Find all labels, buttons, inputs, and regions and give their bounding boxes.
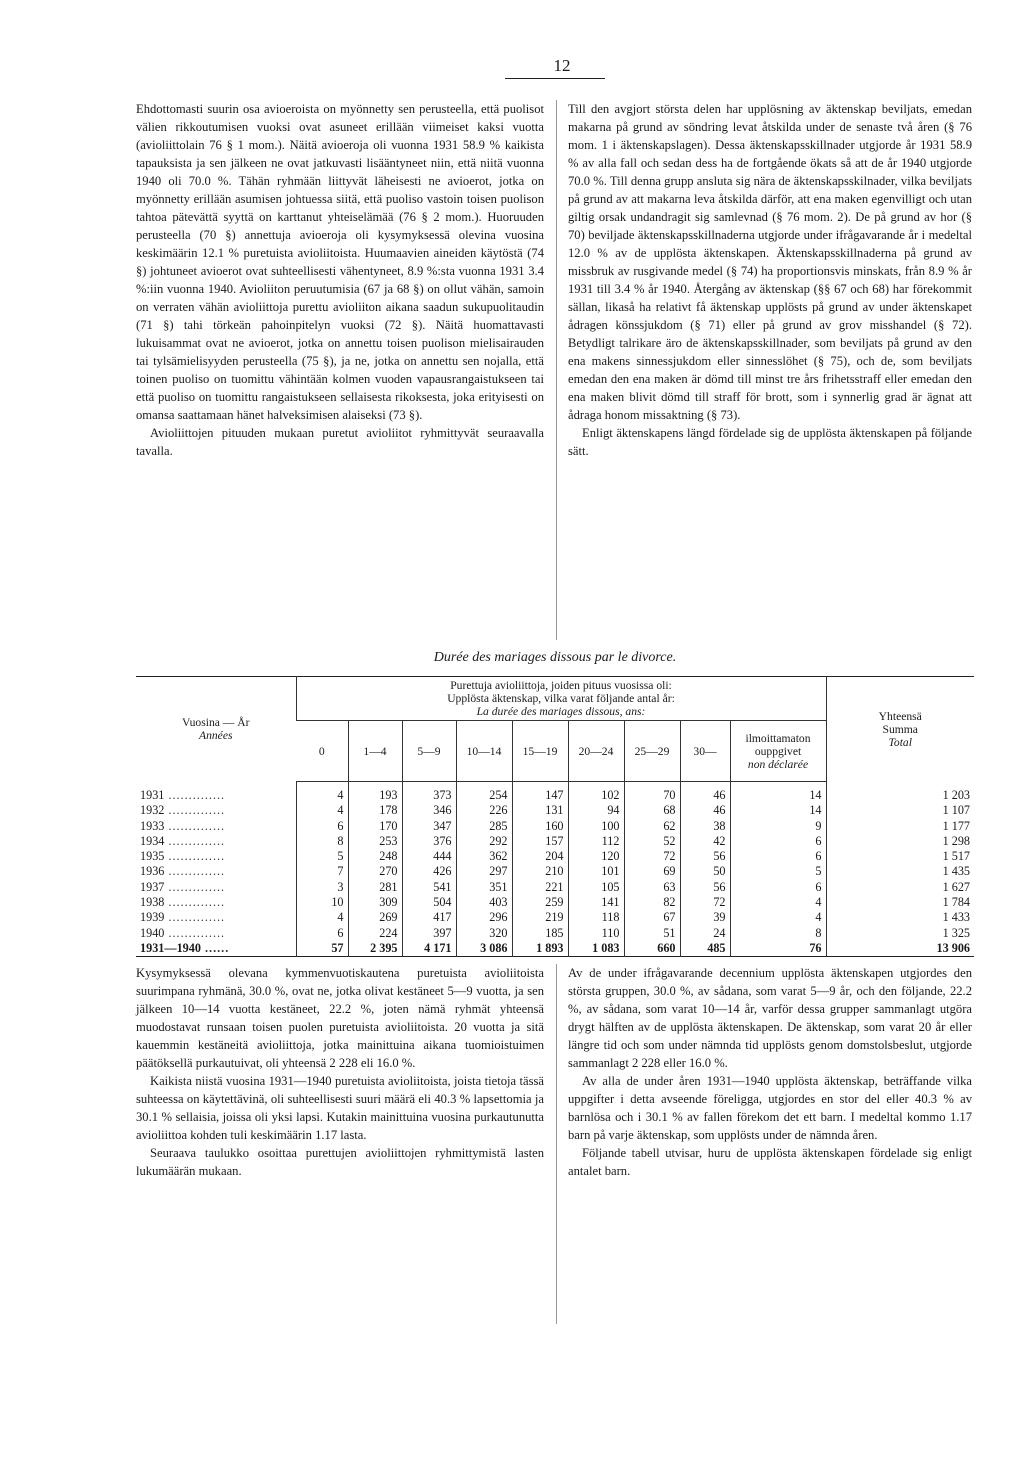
value-cell: 70 xyxy=(624,782,680,804)
col-header: 15—19 xyxy=(512,721,568,782)
value-cell: 5 xyxy=(296,849,348,864)
year-cell xyxy=(136,880,296,895)
duration-group-header: Purettuja avioliittoja, joiden pituus vuosissa oli: Upplösta äktenskap, vilka varat följande antal år: La durée des mariages dissous, ans: xyxy=(296,677,826,721)
value-cell: 541 xyxy=(402,880,456,895)
col-header: 30— xyxy=(680,721,730,782)
value-cell: 296 xyxy=(456,910,512,925)
value-cell: 110 xyxy=(568,926,624,941)
value-cell: 485 xyxy=(680,941,730,957)
leader-dots: .............. xyxy=(164,879,226,894)
value-cell: 39 xyxy=(680,910,730,925)
value-cell: 376 xyxy=(402,834,456,849)
finnish-text-top xyxy=(136,100,544,460)
value-cell: 141 xyxy=(568,895,624,910)
value-cell: 24 xyxy=(680,926,730,941)
value-cell: 131 xyxy=(512,803,568,818)
value-cell: 254 xyxy=(456,782,512,804)
leader-dots: .............. xyxy=(164,803,226,818)
table-row xyxy=(136,819,974,834)
unknown-header: ilmoittamaton ouppgivet non déclarée xyxy=(730,721,826,782)
leader-dots: .............. xyxy=(164,864,226,879)
value-cell: 170 xyxy=(348,819,402,834)
value-cell: 14 xyxy=(730,782,826,804)
col-header: 10—14 xyxy=(456,721,512,782)
year-cell xyxy=(136,849,296,864)
paragraph: Av de under ifrågavarande decennium upplösta äktenskapen utgjordes den största gruppen, 30.0 %, av sådana, som varat 5—9 år, och den följande, 22.2 %, av sådana, som varat 10—14 år, varför dessa grupper sammanlagt utgöra drygt hälften av de upplösta äktenskapen. De äktenskap, som varat 20 år eller längre tid och som under nämnda tid upplösts genom domstolsbeslut, utgjorde sammanlagt 2 228 eller 16.0 %. xyxy=(568,966,972,1070)
total-cell: 1 627 xyxy=(826,880,974,895)
value-cell: 269 xyxy=(348,910,402,925)
value-cell: 6 xyxy=(296,926,348,941)
page-number-rule xyxy=(505,78,605,79)
table-row xyxy=(136,849,974,864)
total-cell: 1 784 xyxy=(826,895,974,910)
year-label: 1931—1940 xyxy=(140,940,201,955)
year-cell xyxy=(136,910,296,925)
value-cell: 105 xyxy=(568,880,624,895)
value-cell: 147 xyxy=(512,782,568,804)
value-cell: 94 xyxy=(568,803,624,818)
leader-dots: .............. xyxy=(164,833,226,848)
value-cell: 221 xyxy=(512,880,568,895)
value-cell: 63 xyxy=(624,880,680,895)
table-row xyxy=(136,926,974,941)
value-cell: 6 xyxy=(730,849,826,864)
value-cell: 67 xyxy=(624,910,680,925)
value-cell: 6 xyxy=(730,880,826,895)
value-cell: 253 xyxy=(348,834,402,849)
value-cell: 292 xyxy=(456,834,512,849)
finnish-text-bottom xyxy=(136,964,544,1180)
leader-dots: .............. xyxy=(164,787,226,802)
value-cell: 259 xyxy=(512,895,568,910)
paragraph: Följande tabell utvisar, huru de upplösta äktenskapen fördelade sig enligt antalet barn. xyxy=(568,1146,972,1178)
table-row xyxy=(136,910,974,925)
total-cell: 1 433 xyxy=(826,910,974,925)
value-cell: 118 xyxy=(568,910,624,925)
year-cell xyxy=(136,895,296,910)
value-cell: 3 xyxy=(296,880,348,895)
value-cell: 9 xyxy=(730,819,826,834)
total-cell: 1 517 xyxy=(826,849,974,864)
total-cell: 1 325 xyxy=(826,926,974,941)
value-cell: 157 xyxy=(512,834,568,849)
value-cell: 46 xyxy=(680,782,730,804)
swedish-text-top xyxy=(568,100,972,460)
column-divider-bottom xyxy=(556,964,557,1324)
leader-dots: .............. xyxy=(164,818,226,833)
value-cell: 397 xyxy=(402,926,456,941)
value-cell: 72 xyxy=(680,895,730,910)
year-cell xyxy=(136,782,296,804)
value-cell: 8 xyxy=(730,926,826,941)
col-header: 20—24 xyxy=(568,721,624,782)
year-label: 1936 xyxy=(140,864,165,879)
value-cell: 2 395 xyxy=(348,941,402,957)
paragraph: Kaikista niistä vuosina 1931—1940 puretuista avioliitoista, joista tietoja tässä suhteessa on käytettävinä, oli suhteellisesti suuri määrä eli 40.3 % lapsettomia ja 30.1 % sellaisia, joissa oli yksi lapsi. Kutakin mainittuina vuosina purkautunutta avioliittoa kohden tuli keskimäärin 1.17 lasta. xyxy=(136,1074,544,1142)
table-row xyxy=(136,864,974,879)
value-cell: 56 xyxy=(680,880,730,895)
value-cell: 14 xyxy=(730,803,826,818)
col-header: 0 xyxy=(296,721,348,782)
paragraph: Ehdottomasti suurin osa avioeroista on myönnetty sen perusteella, että puolisot välien rikkoutumisen vuoksi ovat asuneet erillään viimeiset kaksi vuotta (avioliittolain 76 § 1 mom.). Näitä avioeroja oli vuonna 1931 58.9 % kaikista tapauksista ja sen jälkeen ne ovat jatkuvasti lisääntyneet niin, että niitä vuonna 1940 oli 70.0 %. Tähän ryhmään liittyvät läheisesti ne avioerot, jotka on myönnetty erillään asumisen johtuessa siitä, että puoliso vastoin toisen puolison tahtoa pätevättä syyttä on karttanut yhteiselämää (76 § 2 mom.). Huoruuden perusteella (70 §) annettuja avioeroja oli kysymyksessä olevina vuosina keskimäärin 12.1 % puretuista avioliitoista. Huumaavien aineiden käytöstä (74 §) johtuneet avioerot ovat suhteellisesti vähentyneet, 8.9 %:sta vuonna 1931 3.4 %:iin vuonna 1940. Avioliiton peruutumisia (67 ja 68 §) on ollut vähän, samoin on verraten vähän avioliittoja purettu avioliiton aikana saadun sukupuolitaudin (71 §) tahi törkeän pahoinpitelyn vuoksi (72 §). Näitä huomattavasti lukuisammat ovat ne avioerot, jotka on annettu toisen puolison mielisairauden tai tylsämielisyyden perusteella (75 §), ja ne, jotka on annettu sen nojalla, että toinen puoliso on tuomittu vähintään kolmen vuoden vapausrangaistukseen tai että puoliso on tuomittu rangaistukseen sellaisesta rikoksesta, joka erityisesti on omansa saattamaan hänet halveksimisen alaiseksi (73 §). xyxy=(136,102,544,422)
year-label: 1933 xyxy=(140,818,165,833)
col-header: 5—9 xyxy=(402,721,456,782)
value-cell: 504 xyxy=(402,895,456,910)
value-cell: 4 xyxy=(730,910,826,925)
value-cell: 102 xyxy=(568,782,624,804)
leader-dots: .............. xyxy=(164,895,226,910)
value-cell: 50 xyxy=(680,864,730,879)
value-cell: 42 xyxy=(680,834,730,849)
paragraph: Kysymyksessä olevana kymmenvuotiskautena puretuista avioliitoista suurimpana ryhmänä, 30.0 %, ovat ne, jotka olivat kestäneet 5—9 vuotta, ja sen jälkeen 10—14 vuotta kestäneet, 22.2 %, joten nämä ryhmät yhteensä muodostavat runsaan toisen puolen puretuista avioliitoista. 20 vuotta ja sitä kauemmin kestäneitä avioliittoja, jotka mainittuina aikana tuomioistuimen päätöksellä purkautuivat, oli yhteensä 2 228 eli 16.0 %. xyxy=(136,966,544,1070)
column-divider-top xyxy=(556,100,557,640)
year-cell xyxy=(136,926,296,941)
year-label: 1934 xyxy=(140,833,165,848)
year-label: 1938 xyxy=(140,895,165,910)
value-cell: 297 xyxy=(456,864,512,879)
page-number: 12 xyxy=(553,56,571,75)
leader-dots: .............. xyxy=(164,849,226,864)
value-cell: 444 xyxy=(402,849,456,864)
value-cell: 362 xyxy=(456,849,512,864)
value-cell: 120 xyxy=(568,849,624,864)
value-cell: 4 xyxy=(296,803,348,818)
value-cell: 204 xyxy=(512,849,568,864)
paragraph: Seuraava taulukko osoittaa purettujen avioliittojen ryhmittymistä lasten lukumäärän mukaan. xyxy=(136,1146,544,1178)
value-cell: 4 xyxy=(296,782,348,804)
paragraph: Avioliittojen pituuden mukaan puretut avioliitot ryhmittyvät seuraavalla tavalla. xyxy=(136,426,544,458)
value-cell: 100 xyxy=(568,819,624,834)
value-cell: 46 xyxy=(680,803,730,818)
total-cell: 1 107 xyxy=(826,803,974,818)
year-label: 1932 xyxy=(140,803,165,818)
value-cell: 1 893 xyxy=(512,941,568,957)
value-cell: 57 xyxy=(296,941,348,957)
swedish-text-bottom xyxy=(568,964,972,1180)
value-cell: 51 xyxy=(624,926,680,941)
year-label: 1937 xyxy=(140,879,165,894)
value-cell: 6 xyxy=(296,819,348,834)
total-cell: 1 435 xyxy=(826,864,974,879)
value-cell: 4 171 xyxy=(402,941,456,957)
table-title: Durée des mariages dissous par le divorce. xyxy=(433,650,677,665)
total-cell: 1 298 xyxy=(826,834,974,849)
table-total-row xyxy=(136,941,974,957)
value-cell: 10 xyxy=(296,895,348,910)
value-cell: 112 xyxy=(568,834,624,849)
value-cell: 178 xyxy=(348,803,402,818)
year-label: 1935 xyxy=(140,849,165,864)
year-cell xyxy=(136,819,296,834)
value-cell: 226 xyxy=(456,803,512,818)
value-cell: 6 xyxy=(730,834,826,849)
divorce-duration-table xyxy=(136,676,974,957)
value-cell: 4 xyxy=(296,910,348,925)
value-cell: 72 xyxy=(624,849,680,864)
value-cell: 219 xyxy=(512,910,568,925)
value-cell: 3 086 xyxy=(456,941,512,957)
year-label: 1939 xyxy=(140,910,165,925)
value-cell: 346 xyxy=(402,803,456,818)
table-row xyxy=(136,895,974,910)
value-cell: 76 xyxy=(730,941,826,957)
value-cell: 373 xyxy=(402,782,456,804)
paragraph: Enligt äktenskapens längd fördelade sig de upplösta äktenskapen på följande sätt. xyxy=(568,426,972,458)
value-cell: 660 xyxy=(624,941,680,957)
table-body xyxy=(136,782,974,957)
table-row xyxy=(136,834,974,849)
leader-dots: ...... xyxy=(200,940,230,955)
value-cell: 248 xyxy=(348,849,402,864)
value-cell: 52 xyxy=(624,834,680,849)
total-cell: 1 203 xyxy=(826,782,974,804)
year-label: 1931 xyxy=(140,787,165,802)
year-cell xyxy=(136,803,296,818)
value-cell: 56 xyxy=(680,849,730,864)
value-cell: 309 xyxy=(348,895,402,910)
year-cell xyxy=(136,864,296,879)
col-header: 25—29 xyxy=(624,721,680,782)
value-cell: 224 xyxy=(348,926,402,941)
value-cell: 426 xyxy=(402,864,456,879)
value-cell: 320 xyxy=(456,926,512,941)
value-cell: 351 xyxy=(456,880,512,895)
col-header: 1—4 xyxy=(348,721,402,782)
value-cell: 270 xyxy=(348,864,402,879)
value-cell: 101 xyxy=(568,864,624,879)
paragraph: Till den avgjort största delen har upplösning av äktenskap beviljats, emedan makarna på grund av söndring levat åtskilda under de senaste två åren (§ 76 mom. 1 i äktenskapslagen). Dessa äktenskapsskillnader utgjorde år 1931 58.9 % av alla fall och sedan dess ha de fortgående ökats så att de år 1940 utgjorde 70.0 %. Till denna grupp ansluta sig nära de äktenskapsskilnader, vilka beviljats på grund av att makarna leva åtskilda därför, att ena maken egenvilligt och utan giltig orsak undandragit sig samlevnad (§ 76 mom. 2). De på grund av hor (§ 70) beviljade äktenskapsskillnaderna utgjorde under ifrågavarande år i medeltal 12.0 % av de upplösta äktenskapen. Äktenskapsskillnaderna på grund av missbruk av rusgivande medel (§ 74) ha proportionsvis minskats, från 8.9 % år 1931 till 3.4 % år 1940. Återgång av äktenskap (§§ 67 och 68) har förekommit sällan, likaså ha relativt få äktenskap upplösts på grund av under äktenskapet ådragen könssjukdom (§ 71) eller på grund av grov misshandel (§ 72). Betydligt talrikare äro de äktenskapsskillnader, som beviljats på grund av den ena makens sinnessjukdom eller sinnesslöhet (§ 75), och de, som beviljats emedan den ena maken är dömd till minst tre års frihetsstraff eller emedan den ena maken blivit dömd till straff för brott, som i synnerlig grad är ägnat att ådraga honom missaktning (§ 73). xyxy=(568,102,972,422)
table-row xyxy=(136,782,974,804)
value-cell: 1 083 xyxy=(568,941,624,957)
year-label: 1940 xyxy=(140,925,165,940)
value-cell: 8 xyxy=(296,834,348,849)
value-cell: 38 xyxy=(680,819,730,834)
value-cell: 160 xyxy=(512,819,568,834)
value-cell: 193 xyxy=(348,782,402,804)
value-cell: 281 xyxy=(348,880,402,895)
table-row xyxy=(136,880,974,895)
leader-dots: .............. xyxy=(164,910,226,925)
total-cell: 1 177 xyxy=(826,819,974,834)
year-cell xyxy=(136,834,296,849)
value-cell: 210 xyxy=(512,864,568,879)
value-cell: 62 xyxy=(624,819,680,834)
value-cell: 347 xyxy=(402,819,456,834)
value-cell: 417 xyxy=(402,910,456,925)
value-cell: 82 xyxy=(624,895,680,910)
value-cell: 4 xyxy=(730,895,826,910)
year-header: Vuosina — År Années xyxy=(181,716,250,743)
value-cell: 403 xyxy=(456,895,512,910)
table-row xyxy=(136,803,974,818)
total-cell: 13 906 xyxy=(826,941,974,957)
value-cell: 69 xyxy=(624,864,680,879)
value-cell: 68 xyxy=(624,803,680,818)
value-cell: 185 xyxy=(512,926,568,941)
year-cell xyxy=(136,941,296,957)
leader-dots: .............. xyxy=(164,925,226,940)
value-cell: 285 xyxy=(456,819,512,834)
paragraph: Av alla de under åren 1931—1940 upplösta äktenskap, beträffande vilka uppgifter i detta avseende föreligga, utgjordes en stor del eller 40.3 % av barnlösa och i 30.1 % av fallen förekom det ett barn. I medeltal kommo 1.17 barn på varje äktenskap, som upplösts under de nämnda åren. xyxy=(568,1074,972,1142)
value-cell: 5 xyxy=(730,864,826,879)
total-header: Yhteensä Summa Total xyxy=(826,677,974,782)
value-cell: 7 xyxy=(296,864,348,879)
